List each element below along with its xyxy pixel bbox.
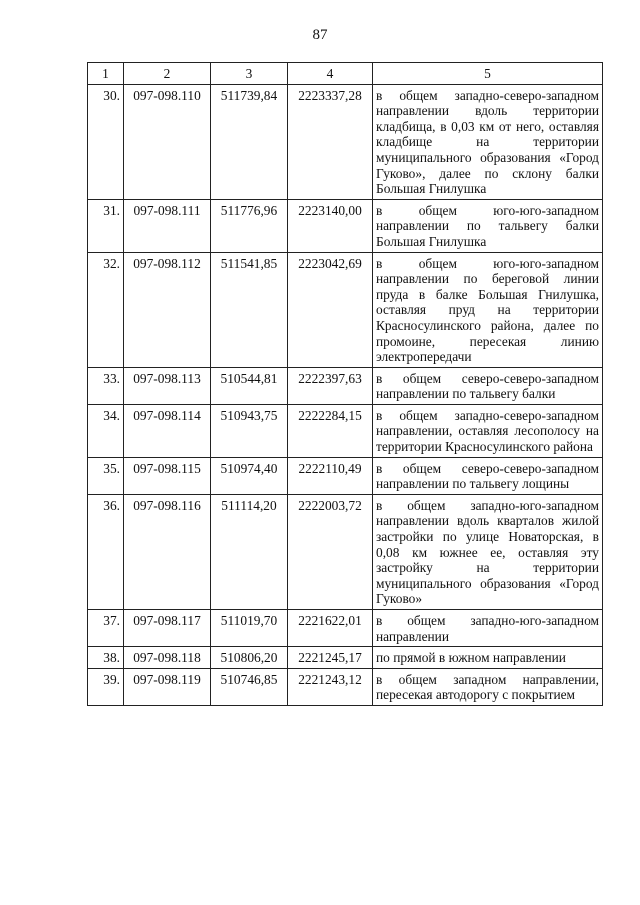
point-code-cell: 097-098.116 <box>124 494 211 609</box>
row-number-cell: 30. <box>88 84 124 199</box>
table-body <box>88 84 603 705</box>
boundary-description-cell: в общем северо-северо-западном направлении по тальвегу балки <box>373 367 603 404</box>
point-code-cell: 097-098.114 <box>124 404 211 457</box>
point-code-cell: 097-098.115 <box>124 457 211 494</box>
x-coordinate-cell: 510544,81 <box>211 367 288 404</box>
table-row <box>88 610 603 647</box>
table-row <box>88 199 603 252</box>
x-coordinate-cell: 510943,75 <box>211 404 288 457</box>
page-number: 87 <box>312 27 328 43</box>
point-code-cell: 097-098.117 <box>124 610 211 647</box>
boundary-description-cell: в общем западно-северо-западном направлении, оставляя лесополосу на территории Красносулинского района <box>373 404 603 457</box>
table-row <box>88 404 603 457</box>
point-code-cell: 097-098.119 <box>124 668 211 705</box>
table-row <box>88 647 603 669</box>
x-coordinate-cell: 510806,20 <box>211 647 288 669</box>
column-header-1: 1 <box>88 63 124 85</box>
y-coordinate-cell: 2222003,72 <box>288 494 373 609</box>
column-header-5: 5 <box>373 63 603 85</box>
row-number-cell: 33. <box>88 367 124 404</box>
x-coordinate-cell: 511739,84 <box>211 84 288 199</box>
y-coordinate-cell: 2223140,00 <box>288 199 373 252</box>
point-code-cell: 097-098.111 <box>124 199 211 252</box>
y-coordinate-cell: 2221243,12 <box>288 668 373 705</box>
boundary-description-cell: в общем западном направлении, пересекая автодорогу с покрытием <box>373 668 603 705</box>
boundary-points-table <box>87 62 603 706</box>
x-coordinate-cell: 511019,70 <box>211 610 288 647</box>
y-coordinate-cell: 2223042,69 <box>288 252 373 367</box>
boundary-description-cell: в общем юго-юго-западном направлении по береговой линии пруда в балке Большая Гнилушка, оставляя пруд на территории Красносулинского района, далее по промоине, пересекая линию электропередачи <box>373 252 603 367</box>
x-coordinate-cell: 511114,20 <box>211 494 288 609</box>
point-code-cell: 097-098.113 <box>124 367 211 404</box>
boundary-description-cell: в общем юго-юго-западном направлении по тальвегу балки Большая Гнилушка <box>373 199 603 252</box>
row-number-cell: 35. <box>88 457 124 494</box>
x-coordinate-cell: 511776,96 <box>211 199 288 252</box>
row-number-cell: 32. <box>88 252 124 367</box>
y-coordinate-cell: 2222110,49 <box>288 457 373 494</box>
column-header-4: 4 <box>288 63 373 85</box>
table-row <box>88 668 603 705</box>
row-number-cell: 39. <box>88 668 124 705</box>
row-number-cell: 34. <box>88 404 124 457</box>
table-row <box>88 367 603 404</box>
table-row <box>88 494 603 609</box>
column-header-2: 2 <box>124 63 211 85</box>
column-header-3: 3 <box>211 63 288 85</box>
y-coordinate-cell: 2223337,28 <box>288 84 373 199</box>
row-number-cell: 37. <box>88 610 124 647</box>
x-coordinate-cell: 511541,85 <box>211 252 288 367</box>
point-code-cell: 097-098.118 <box>124 647 211 669</box>
y-coordinate-cell: 2221622,01 <box>288 610 373 647</box>
row-number-cell: 31. <box>88 199 124 252</box>
table-row <box>88 252 603 367</box>
boundary-description-cell: в общем северо-северо-западном направлении по тальвегу лощины <box>373 457 603 494</box>
x-coordinate-cell: 510974,40 <box>211 457 288 494</box>
table-row <box>88 84 603 199</box>
x-coordinate-cell: 510746,85 <box>211 668 288 705</box>
boundary-description-cell: в общем западно-юго-западном направлении <box>373 610 603 647</box>
point-code-cell: 097-098.110 <box>124 84 211 199</box>
y-coordinate-cell: 2222397,63 <box>288 367 373 404</box>
row-number-cell: 38. <box>88 647 124 669</box>
table-row <box>88 457 603 494</box>
point-code-cell: 097-098.112 <box>124 252 211 367</box>
y-coordinate-cell: 2221245,17 <box>288 647 373 669</box>
boundary-description-cell: в общем западно-юго-западном направлении вдоль кварталов жилой застройки по улице Новаторская, в 0,08 км южнее ее, оставляя эту застройку на территории муниципального образования «Город Гуково» <box>373 494 603 609</box>
y-coordinate-cell: 2222284,15 <box>288 404 373 457</box>
boundary-description-cell: в общем западно-северо-западном направлении вдоль территории кладбища, в 0,03 км от него, оставляя кладбище на территории муниципального образования «Город Гуково», далее по склону балки Большая Гнилушка <box>373 84 603 199</box>
row-number-cell: 36. <box>88 494 124 609</box>
boundary-description-cell: по прямой в южном направлении <box>373 647 603 669</box>
table-header-row <box>88 63 603 85</box>
